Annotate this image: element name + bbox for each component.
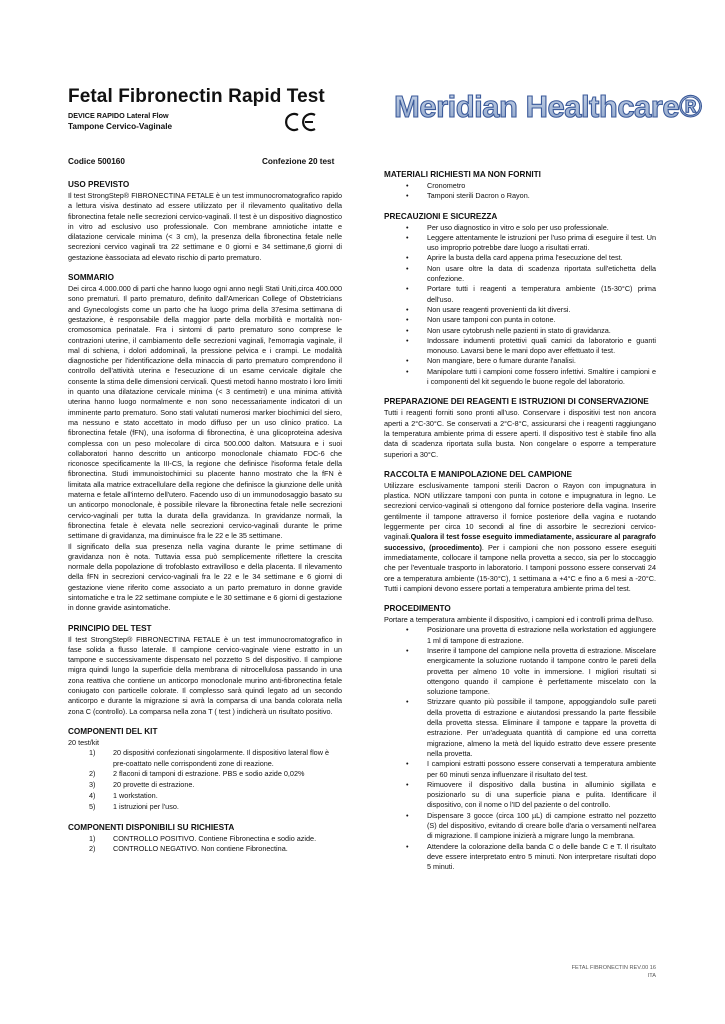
footer-revision: FETAL FIBRONECTIN REV.00 16 bbox=[571, 965, 656, 971]
list-item: 1) CONTROLLO POSITIVO. Contiene Fibronectina e sodio azide. bbox=[89, 833, 317, 843]
list-item: 2) 2 flaconi di tamponi di estrazione. PBS e sodio azide 0,02% bbox=[89, 769, 305, 779]
list-item: • Strizzare quanto più possibile il tampone, appoggiandolo sulle pareti della provetta di estrazione e aiutandosi pressando la parte flessibile della provetta stessa. Eliminare il tampone e tappare la provetta di estrazione. Per un'adeguata quantità di campione ed una corretta migrazione, almeno la metà del liquido estratto deve essere presente nella provetta. bbox=[406, 697, 656, 758]
section-text-preparazione: Tutti i reagenti forniti sono pronti all'uso. Conservare i dispositivi test non ancora aperti a 2°C-30°C. Se conservati a 2°C-8°C, assicurarsi che i reagenti raggiungano la temperatura ambiente prima di essere aperti. Il dispositivo test è stabile fino alla data di scadenza riportata sulla busta. Non congelare o esporre a temperature superiori a 30°C. bbox=[384, 408, 656, 459]
section-title-procedimento: PROCEDIMENTO bbox=[384, 604, 451, 614]
procedimento-list bbox=[384, 625, 656, 872]
list-item: • Per uso diagnostico in vitro e solo per uso professionale. bbox=[406, 222, 609, 232]
document-footer bbox=[560, 964, 656, 980]
list-item: • Non usare tamponi con punta in cotone. bbox=[406, 315, 556, 325]
precauzioni-list bbox=[384, 223, 656, 388]
list-item: • Dispensare 3 gocce (circa 100 µL) di campione estratto nel pozzetto (S) del dispositivo, evitando di creare bolle d'aria o versamenti nell'area di migrazione. Il campione inizierà a migrare lungo la membrana. bbox=[406, 810, 656, 841]
left-column bbox=[68, 180, 342, 855]
list-item: • Non usare reagenti provenienti da kit diversi. bbox=[406, 304, 571, 314]
section-title-materiali: MATERIALI RICHIESTI MA NON FORNITI bbox=[384, 170, 541, 179]
device-type-label: DEVICE RAPIDO Lateral Flow bbox=[68, 111, 169, 120]
list-item: • Non usare oltre la data di scadenza riportata sull'etichetta della confezione. bbox=[406, 263, 656, 284]
disponibili-list bbox=[68, 834, 342, 855]
list-item: • Portare tutti i reagenti a temperatura ambiente (15-30°C) prima dell'uso. bbox=[406, 284, 656, 304]
section-text-principio: Il test StrongStep® FIBRONECTINA FETALE è un test immunocromatografico in fase solida a flusso laterale. Il campione cervico-vaginale viene estratto in un tampone e successivamente dispensato nel pozzetto S del dispositivo. Il campione migra quindi lungo la superficie della membrana di nitrocellulosa passando in una zona reattiva che contiene un anticorpo monoclonale murino anti-fibronectina fetale coniugato con particelle colorate. Il complesso sarà quindi legato ad un secondo anticorpo e durante la migrazione si avrà la comparsa di una banda colorata nella zona C (controllo). La comparsa nella zona T ( test ) indicherà un risultato positivo. bbox=[68, 634, 342, 716]
list-item: 2) CONTROLLO NEGATIVO. Non contiene Fibronectina. bbox=[89, 844, 288, 854]
section-title-componenti: COMPONENTI DEL KIT bbox=[68, 726, 158, 736]
list-item: • Indossare indumenti protettivi quali camici da laboratorio e guanti monouso. Lavarsi bene le mani dopo aver effettuato il test. bbox=[406, 335, 656, 356]
kit-size-label: 20 test/kit bbox=[68, 737, 100, 747]
section-title-preparazione: PREPARAZIONE DEI REAGENTI E ISTRUZIONI DI CONSERVAZIONE bbox=[384, 397, 649, 407]
list-item: • Rimuovere il dispositivo dalla bustina in alluminio sigillata e posizionarlo su di una superficie piana e pulita. Identificare il dispositivo, con il nome o l'ID del paziente o del controllo. bbox=[406, 779, 656, 810]
meridian-healthcare-logo bbox=[392, 83, 702, 127]
list-item: • Inserire il tampone del campione nella provetta di estrazione. Miscelare energicamente la soluzione ruotando il tampone contro le pareti della provetta per almeno 10 volte in immersione. I migliori risultati si ottengono quando il campione è perfettamente miscelato con la soluzione tampone. bbox=[406, 645, 656, 697]
list-item: 5) 1 istruzioni per l'uso. bbox=[89, 801, 179, 811]
list-item: 1) 20 dispositivi confezionati singolarmente. Il dispositivo lateral flow è pre-coattato nelle corrispondenti zone di reazione. bbox=[89, 748, 329, 768]
ce-mark-logo bbox=[283, 112, 319, 138]
logo-text: Meridian Healthcare® bbox=[394, 89, 702, 124]
section-title-principio: PRINCIPIO DEL TEST bbox=[68, 623, 152, 633]
ce-mark-icon bbox=[283, 112, 319, 132]
raccolta-emphasis: Qualora il test fosse eseguito immediatamente, assicurare al paragrafo successivo, (procedimento) bbox=[384, 532, 656, 552]
section-text-sommario-1: Dei circa 4.000.000 di parti che hanno luogo ogni anno negli Stati Uniti,circa 400.000 sono prematuri. Il parto prematuro, definito dall'American College of Obstetricians and Gynecologists come un parto che ha luogo prima della 37esima settimana di gestazione, è responsabile della maggior parte della morbilità e mortalità non-cromosomica perinatale. Fra i sintomi di parto prematuro sono comprese le contrazioni uterine, il cambiamento delle secrezioni vaginali, l'emorragia vaginale, il mal di schiena, i dolori addominali, la pressione pelvica e i crampi. Le modalità diagnostiche per l'identificazione della minaccia di parto prematuro comprendono il controllo dell'attività uterina e l'esecuzione di un esame cervicale digitale che consente la stima delle dimensioni cervicali. Questi metodi hanno mostrato i loro limiti in quanto una dilatazione cervicale minima (< 3 centimetri) e una minima attività uterina hanno luogo normalmente e non sono necessariamente indicatori di un imminente parto prematuro. Sono stati valutati numerosi marker biochimici del siero, ma nessuno e stato accettato in modo diffuso per un uso clinico pratico. La fibronectina fetale (fFN), una isoforma di fibronectina, è una glicoproteina adesiva complessa con un peso molecolare di circa 500.000 dalton. Matsuura e i suoi collaboratori hanno descritto un anticorpo monoclonale chiamato FDC-6 che riconosce specificamente la III-CS, la regione che definisce l'isoforma fetale della fibronectina. Studi immunoistochimici su placente hanno mostrato che la fFN è limitata alla matrice extracellulare della regione che definisce la giunzione delle unità materna e fetale all'interno dell'utero. Facendo uso di un immunodosaggio basato su un anticorpo monoclonale, è possibile rilevare la fibronectina fetale nelle secrezioni cervico-vaginali per tutta la durata della gravidanza. In gravidanze normali, la fibronectina fetale è elevata nelle secrezioni cervico-vaginali durante le prime settimane di gravidanza, ma diminuisce fra le 22 e le 35 settimane. bbox=[68, 284, 343, 541]
componenti-list bbox=[68, 748, 342, 812]
section-title-precauzioni: PRECAUZIONI E SICUREZZA bbox=[384, 211, 498, 221]
product-code: Codice 500160 bbox=[68, 157, 125, 166]
document-title: Fetal Fibronectin Rapid Test bbox=[68, 86, 325, 107]
list-item: • Attendere la colorazione della banda C o delle bande C e T. Il risultato deve essere interpretato entro 5 minuti. Non interpretare risultati dopo 5 minuti. bbox=[406, 841, 656, 872]
list-item: • Aprire la busta della card appena prima l'esecuzione del test. bbox=[406, 253, 623, 263]
sample-type-label: Tampone Cervico-Vaginale bbox=[68, 122, 173, 131]
section-title-uso: USO PREVISTO bbox=[68, 180, 130, 189]
materiali-list bbox=[384, 181, 656, 202]
list-item: • Tamponi sterili Dacron o Rayon. bbox=[406, 191, 530, 201]
package-size: Confezione 20 test bbox=[262, 157, 335, 166]
right-column bbox=[384, 170, 656, 873]
section-title-sommario: SOMMARIO bbox=[68, 273, 114, 283]
list-item: • Cronometro bbox=[406, 181, 466, 190]
section-title-raccolta: RACCOLTA E MANIPOLAZIONE DEL CAMPIONE bbox=[384, 469, 573, 479]
list-item: • Non mangiare, bere o fumare durante l'analisi. bbox=[406, 356, 576, 366]
list-item: 4) 1 workstation. bbox=[89, 790, 158, 800]
list-item: 3) 20 provette di estrazione. bbox=[89, 780, 195, 790]
section-title-disponibili: COMPONENTI DISPONIBILI SU RICHIESTA bbox=[68, 822, 235, 832]
section-text-procedimento-intro: Portare a temperatura ambiente il dispositivo, i campioni ed i controlli prima dell'uso. bbox=[384, 615, 654, 625]
list-item: • Leggere attentamente le istruzioni per l'uso prima di eseguire il test. Un uso improprio potrebbe dare luogo a risultati errati. bbox=[406, 232, 656, 253]
footer-language: ITA bbox=[647, 973, 656, 979]
section-text-uso: Il test StrongStep® FIBRONECTINA FETALE è un test immunocromatografico rapido a lettura visiva destinato ad essere utilizzato per il rilevamento qualitativo della fibronectina fetale nelle secrezioni cervico-vaginali. Il test è un dispositivo diagnostico in vitro ad esclusivo uso professionale. Con membrane amniotiche intatte e dilatazione cervicale minima (< 3 cm), la presenza della fibronectina fetale nelle secrezioni cervico vaginali tra 22 settimane e 0 giorni e 34 settimane,6 giorni di gestazione èassociata ad elevato rischio di parto prematuro. bbox=[68, 191, 342, 262]
section-text-sommario-2: Il significato della sua presenza nella vagina durante le prime settimane di gravidanza non è nota. Tuttavia essa può semplicemente riflettere la crescita normale della popolazione di trofoblasto extravilloso e della placenta. Il rilevamento della fFN in secrezioni cervico-vaginali fra le 22 e le 34 settimane e 6 giorni di gestazione viene riferito come associato a un parto prematuro in donne gravide sintomatiche e tra le 22 settimane compiute e le 30 settimane e 6 giorni di gestazione in donne gravide asintomatiche. bbox=[68, 541, 342, 613]
list-item: • Manipolare tutti i campioni come fossero infettivi. Smaltire i campioni e i componenti del kit seguendo le buone regole del laboratorio. bbox=[406, 366, 656, 387]
section-text-raccolta: Utilizzare esclusivamente tamponi sterili Dacron o Rayon con impugnatura in plastica. NON utilizzare tamponi con punta in cotone e impugnatura in legno. Le secrezioni cervico-vaginali si ottengono dal fornice posteriore della vagina. Inserire gentilmente il tampone attraverso il fornice posteriore della vagina e ruotando leggermente per circa 10 secondi al fine di assorbire le secrezioni cervico-vaginali.Qualora il test fosse eseguito immediatamente, assicurare al paragrafo successivo, (procedimento). Per i campioni che non possono essere eseguiti immediatamente, collocare il tampone nella provetta a secco, sia per lo stoccaggio che per l'eventuale trasporto in laboratorio. I tamponi possono essere conservati 24 ore a temperatura ambiente (15-30°C), 1 settimana a +4°C e fino a 6 mesi a -20°C. Tutti i campioni devono essere portati a temperatura ambiente prima del test. bbox=[384, 480, 656, 593]
list-item: • Posizionare una provetta di estrazione nella workstation ed aggiungere 1 ml di tampone di estrazione. bbox=[406, 625, 656, 645]
list-item: • Non usare cytobrush nelle pazienti in stato di gravidanza. bbox=[406, 325, 611, 335]
list-item: • I campioni estratti possono essere conservati a temperatura ambiente per 60 minuti senza influenzare il risultato del test. bbox=[406, 759, 656, 779]
